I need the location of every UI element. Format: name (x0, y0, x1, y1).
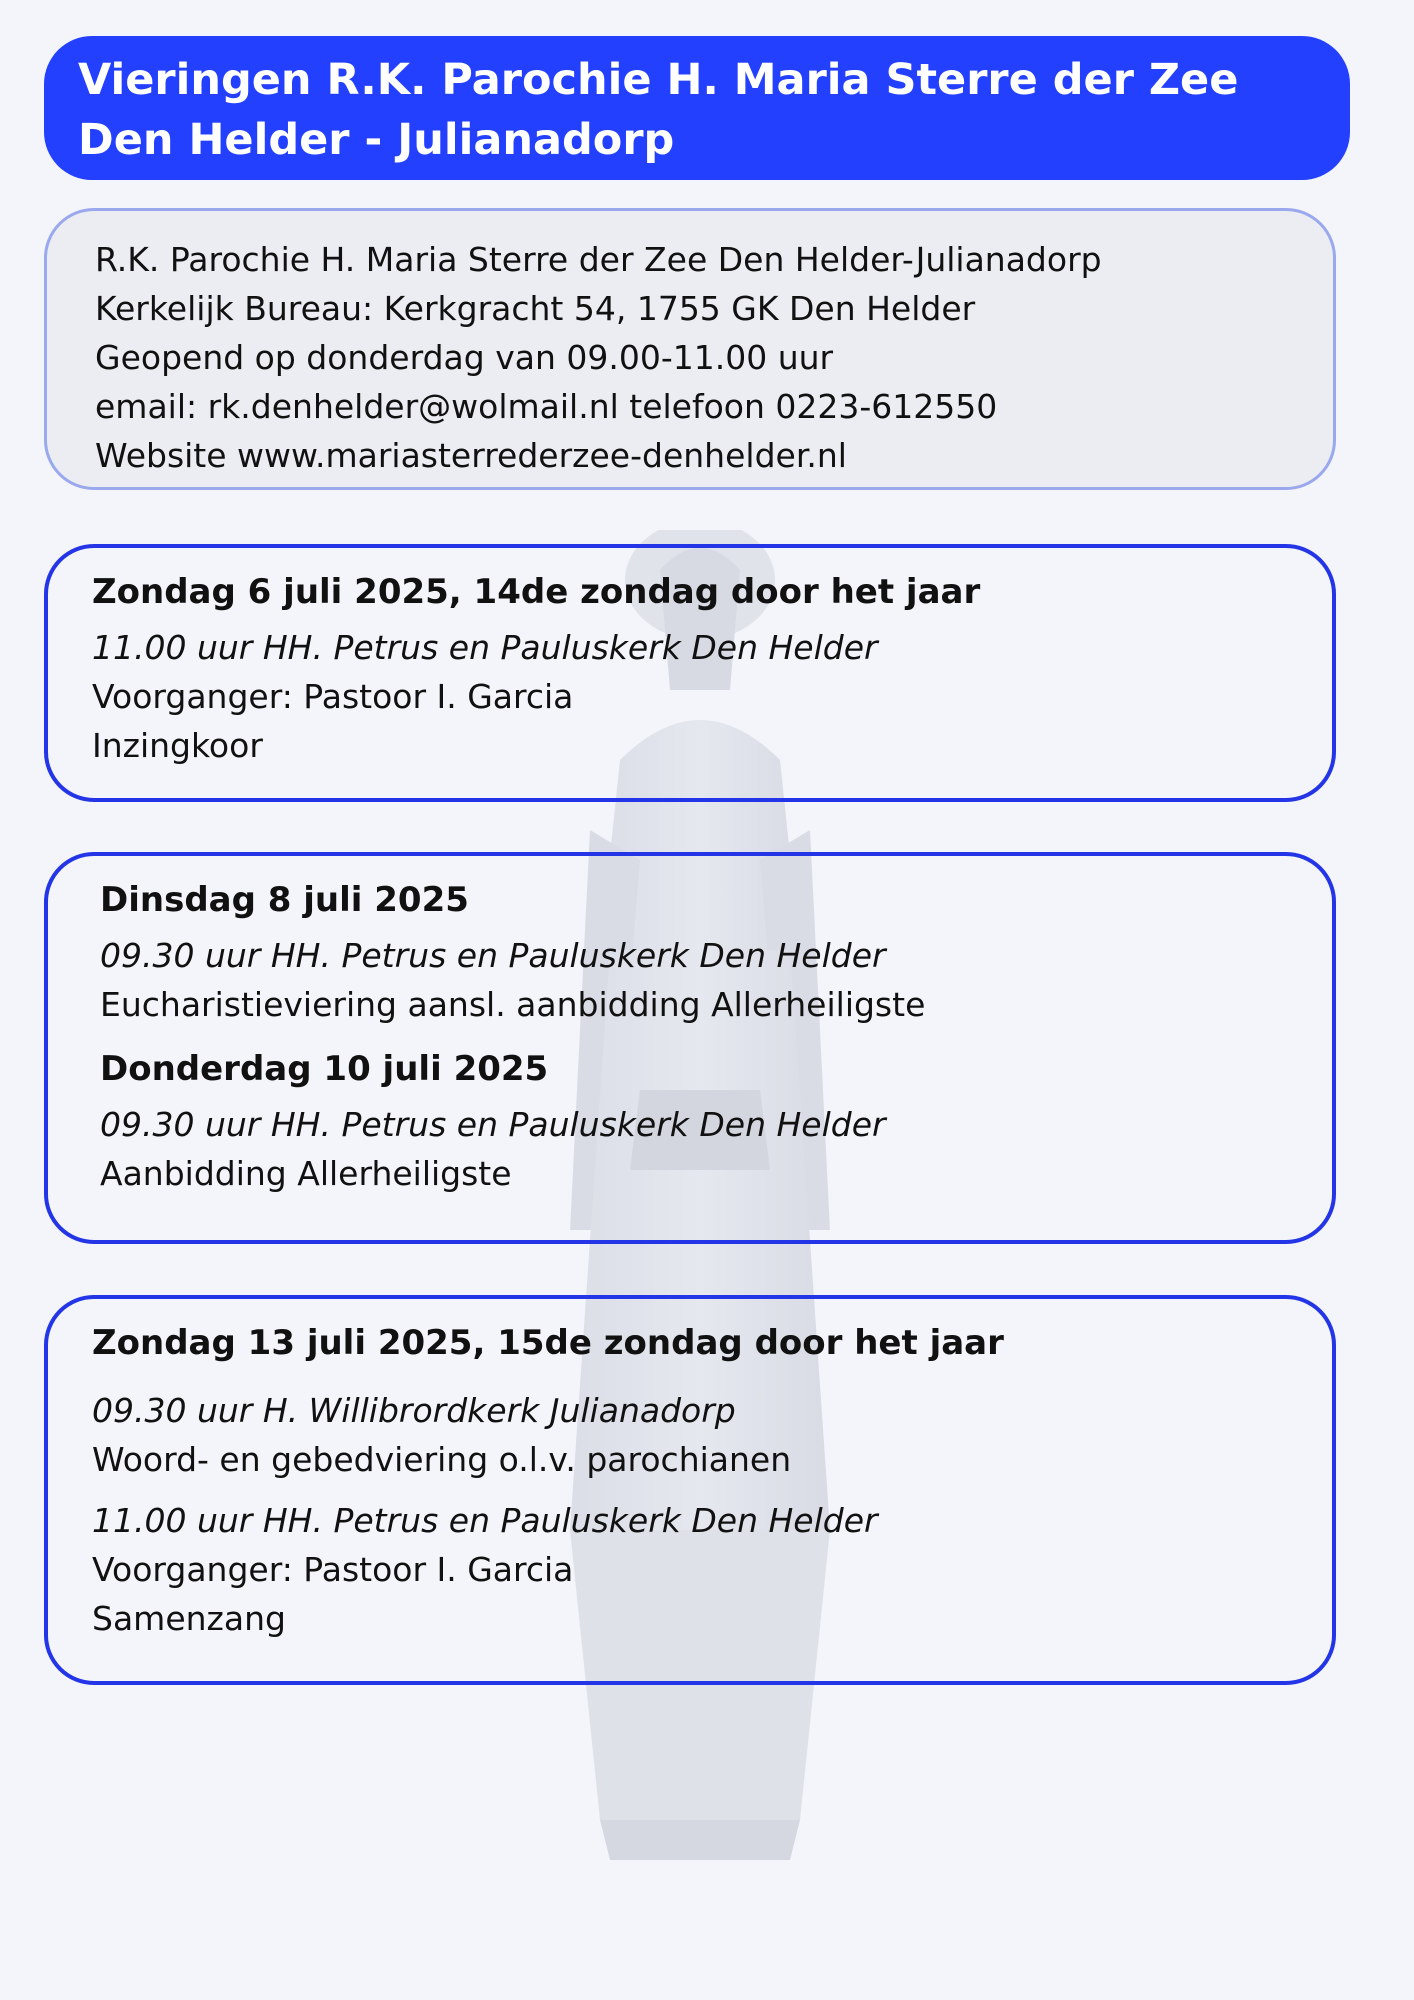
service-desc-thursday: Aanbidding Allerheiligste (100, 1154, 512, 1193)
service-location-tuesday: 09.30 uur HH. Petrus en Pauluskerk Den Helder (100, 936, 886, 975)
service-card-sunday-13-july (44, 1295, 1336, 1685)
info-address: Kerkelijk Bureau: Kerkgracht 54, 1755 GK Den Helder (95, 289, 976, 328)
title-banner (44, 36, 1350, 180)
info-contact: email: rk.denhelder@wolmail.nl telefoon 0223-612550 (95, 387, 998, 426)
info-parish-name: R.K. Parochie H. Maria Sterre der Zee Den Helder-Julianadorp (95, 240, 1102, 279)
service-desc-julianadorp: Woord- en gebedviering o.l.v. parochianen (92, 1440, 792, 1479)
service-desc-tuesday: Eucharistieviering aansl. aanbidding Allerheiligste (100, 985, 926, 1024)
service-card-weekdays (44, 852, 1336, 1244)
page-title-line2: Den Helder - Julianadorp (78, 115, 675, 165)
page-title-line1: Vieringen R.K. Parochie H. Maria Sterre der Zee (78, 55, 1239, 105)
service-heading: Zondag 13 juli 2025, 15de zondag door het jaar (92, 1323, 1004, 1363)
info-website: Website www.mariasterrederzee-denhelder.nl (95, 436, 847, 475)
service-singing: Samenzang (92, 1599, 286, 1638)
service-presider: Voorganger: Pastoor I. Garcia (92, 677, 574, 716)
service-choir: Inzingkoor (92, 726, 263, 765)
info-opening-hours: Geopend op donderdag van 09.00-11.00 uur (95, 338, 834, 377)
parish-info-box (44, 208, 1336, 490)
service-presider: Voorganger: Pastoor I. Garcia (92, 1550, 574, 1589)
service-location-den-helder: 11.00 uur HH. Petrus en Pauluskerk Den Helder (92, 1501, 878, 1540)
service-card-sunday-6-july (44, 544, 1336, 802)
service-heading: Zondag 6 juli 2025, 14de zondag door het jaar (92, 572, 981, 612)
service-location: 11.00 uur HH. Petrus en Pauluskerk Den Helder (92, 628, 878, 667)
service-location-thursday: 09.30 uur HH. Petrus en Pauluskerk Den Helder (100, 1105, 886, 1144)
service-heading-thursday: Donderdag 10 juli 2025 (100, 1049, 549, 1089)
service-heading-tuesday: Dinsdag 8 juli 2025 (100, 880, 469, 920)
service-location-julianadorp: 09.30 uur H. Willibrordkerk Julianadorp (92, 1391, 736, 1430)
